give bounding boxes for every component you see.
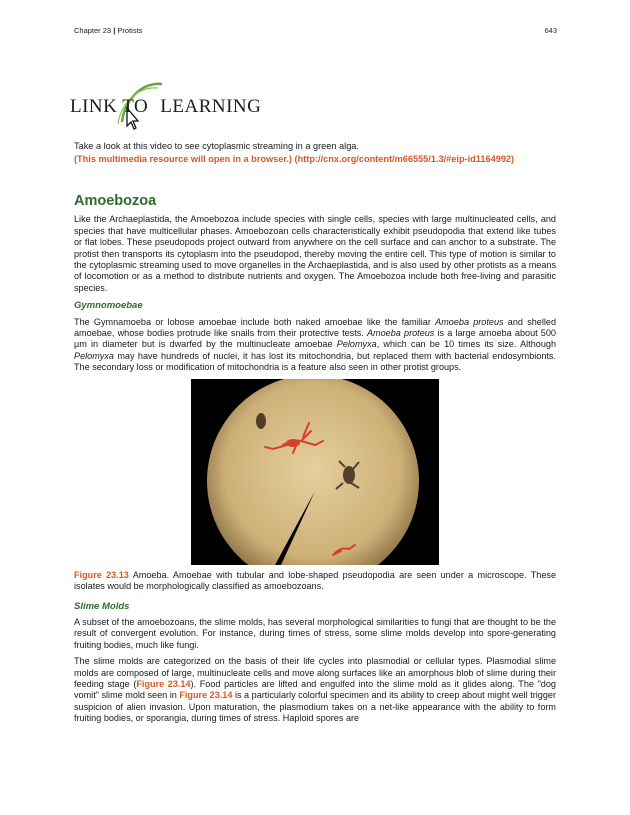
running-header — [74, 26, 557, 35]
media-description: Take a look at this video to see cytoplasmic streaming in a green alga. — [74, 141, 359, 151]
link-to-learning-logo — [70, 78, 262, 134]
subsection-title-gymnomoebae: Gymnomoebae — [74, 300, 143, 312]
page-number: 643 — [544, 26, 557, 35]
section-title: Amoebozoa — [74, 193, 157, 209]
figure-link[interactable]: Figure 23.14 — [136, 678, 191, 689]
paragraph-slime-molds-intro: A subset of the amoebozoans, the slime molds, has several morphological similarities to fungi that are thought to be the result of convergent evolution. For instance, during times of stress, some slime molds develop into spore-generating fruiting bodies, much like fungi. — [74, 616, 556, 650]
logo-text-link: LINK TO — [70, 96, 149, 117]
figure-link[interactable]: Figure 23.14 — [179, 690, 233, 701]
chapter-label: Chapter 23 | Protists — [74, 26, 143, 35]
logo-text-learning: LEARNING — [160, 96, 262, 117]
paragraph-slime-molds-types: The slime molds are categorized on the basis of their life cycles into plasmodial or cellular types. Plasmodial slime molds are composed of large, multinucleate cells and move along surfaces like an amorphous blob of slime during their feeding stage (Figure 23.14). Food particles are lifted and engulfed into the slime mold as it glides along. The "dog vomit" slime mold seen in Figure 23.14 is a particularly colorful specimen and its ability to creep about might well trigger suspicion of alien invasion. Upon maturation, the plasmodium takes on a net-like appearance with the ability to form fruiting bodies, or sporangia, during times of stress. Haploid spores are — [74, 656, 556, 724]
media-resource-link[interactable]: (This multimedia resource will open in a browser.) (http://cnx.org/content/m66555/1.3/#eip-id1164992) — [74, 153, 515, 164]
paragraph-gymnamoeba: The Gymnamoeba or lobose amoebae include both naked amoebae like the familiar Amoeba proteus and shelled amoebae, whose bodies protrude like snails from their protective tests. Amoeba proteus is a large amoeba about 500 µm in diameter but is dwarfed by the multinucleate amoebae Pelomyxa, which can be 10 times its size. Although Pelomyxa may have hundreds of nuclei, it has lost its mitochondria, but replaced them with bacterial endosymbionts. The secondary loss or modification of mitochondria is a feature also seen in other protist groups. — [74, 316, 557, 373]
main-content — [74, 193, 557, 730]
paragraph-amoebozoa: Like the Archaeplastida, the Amoebozoa include species with single cells, species with large multinucleated cells, and species that have multicellular phases. Amoebozoan cells characteristically exhibit pseudopodia that extend like tubes or flat lobes. These pseudopods project outward from anywhere on the cell surface and can anchor to a substrate. The protist then transports its cytoplasm into the pseudopod, thereby moving the entire cell. This type of motion is similar to the cytoplasmic streaming used to move organelles in the Archaeplastida, and is also used by other protists as a means of locomotion or as a method to distribute nutrients and oxygen. The Amoebozoa include both free-living and parasitic species. — [74, 214, 556, 293]
media-note — [74, 140, 554, 165]
figure-caption: Figure 23.13 Amoeba. Amoebae with tubular and lobe-shaped pseudopodia are seen under a microscope. These isolates would be morphologically classified as amoebozoans. — [74, 569, 556, 592]
subsection-title-slime-molds: Slime Molds — [74, 600, 130, 612]
amoeba-micrograph — [191, 379, 439, 565]
